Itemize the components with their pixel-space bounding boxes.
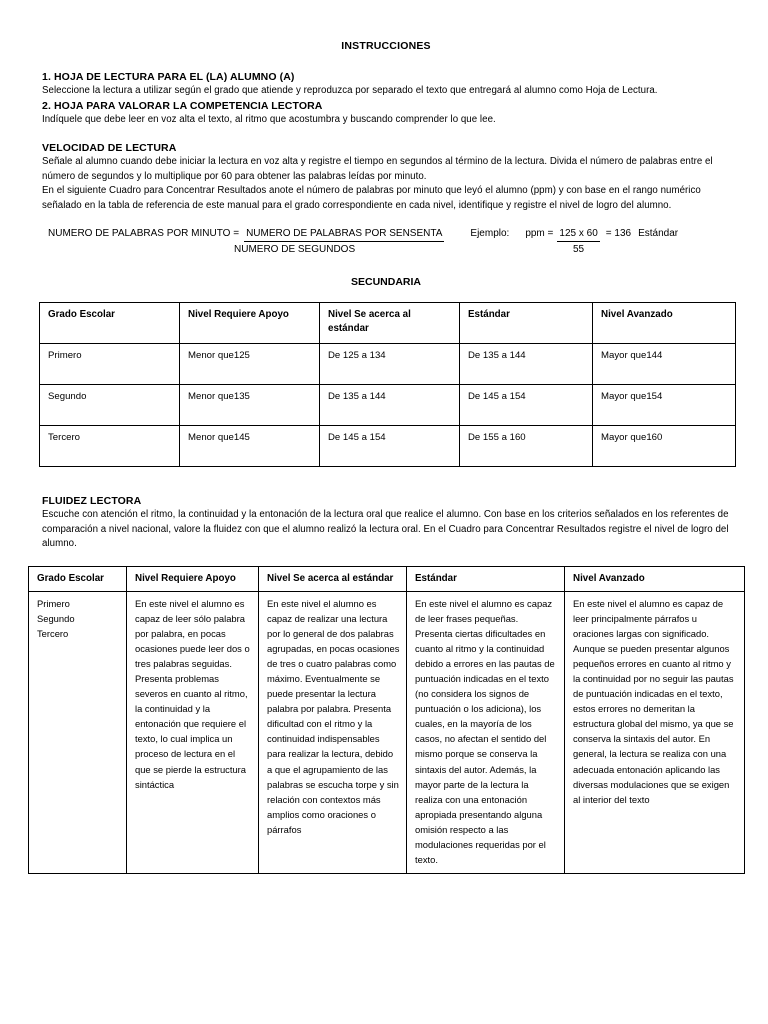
cell-requiere-apoyo: Menor que135 <box>180 385 320 426</box>
spacer <box>42 213 730 227</box>
cell-estandar: De 145 a 154 <box>460 385 593 426</box>
cell-avanzado: Mayor que154 <box>593 385 736 426</box>
formula-denominator: NUMERO DE SEGUNDOS <box>234 244 356 255</box>
section-heading-hoja-lectura <box>42 70 730 84</box>
cell-estandar: De 155 a 160 <box>460 426 593 467</box>
fluidez-criteria-table <box>28 566 745 875</box>
velocidad-paragraph-2: En el siguiente Cuadro para Concentrar Resultados anote el número de palabras por minuto que leyó el alumno (ppm) y con base en el rango numérico señalado en la tabla de referencia de este manual para el grado correspondiente en cada nivel, identifique y registre el nivel de logro del alumno. <box>42 185 701 211</box>
formula-example-denominator: 55 <box>573 244 585 255</box>
cell-avanzado: Mayor que160 <box>593 426 736 467</box>
cell-estandar: En este nivel el alumno es capaz de leer frases pequeñas. Presenta ciertas dificultades en cuanto al ritmo y la continuidad debido a errores en las pautas de puntuación indicadas en el texto (no considera los signos de puntuación o los adiciona), los cuales, en la mayoría de los casos, no afectan el sentido del mismo porque se conserva la sintaxis del autor. Además, la mayor parte de la lectura la realiza con una entonación apropiada presentando alguna omisión respecto a las modulaciones requeridas por el texto. <box>407 591 565 874</box>
cell-requiere-apoyo: Menor que125 <box>180 344 320 385</box>
section-heading-competencia-lectora <box>42 99 730 113</box>
cell-avanzado: Mayor que144 <box>593 344 736 385</box>
velocidad-reference-table <box>39 302 736 467</box>
section-heading-fluidez: FLUIDEZ LECTORA <box>42 495 142 507</box>
secundaria-heading: SECUNDARIA <box>350 276 421 288</box>
formula-example-equals: = 136 <box>605 228 632 239</box>
formula-line-top <box>48 227 730 242</box>
table-row <box>40 385 736 426</box>
spacer <box>42 487 730 494</box>
column-header-estandar: Estándar <box>407 566 565 591</box>
section-number-1: 1. <box>42 71 51 83</box>
cell-se-acerca: En este nivel el alumno es capaz de realizar una lectura por lo general de dos palabras agrupadas, en pocas ocasiones de tres o cuatro palabras como máximo. Eventualmente se puede presentar la lectura palabra por palabra. Presenta dificultad con el ritmo y la continuidad indispensables para realizar la lectura, debido a que el agrupamiento de las palabras se escucha torpe y sin relación con contextos más amplios como oraciones o párrafos <box>259 591 407 874</box>
column-header-avanzado: Nivel Avanzado <box>593 303 736 344</box>
grade-label: Segundo <box>37 612 75 624</box>
section-label-1: HOJA DE LECTURA PARA EL (LA) ALUMNO (A) <box>54 71 295 83</box>
table-header-row <box>29 566 745 591</box>
spacer <box>42 467 730 487</box>
table-header-row <box>40 303 736 344</box>
column-header-grado: Grado Escolar <box>29 566 127 591</box>
formula-left-label: NUMERO DE PALABRAS POR MINUTO = <box>48 228 240 239</box>
cell-grado: Tercero <box>40 426 180 467</box>
cell-grados <box>29 591 127 874</box>
grade-label: Tercero <box>37 627 69 639</box>
section-body-fluidez: Escuche con atención el ritmo, la continuidad y la entonación de la lectura oral que realice el alumno. Con base en los criterios señalados en los referentes de comparación a nivel nacional, valore la fluidez con que el alumno realizó la lectura oral. En el Cuadro para Concentrar Resultados registre el nivel de logro del alumno. <box>42 509 729 549</box>
cell-grado: Segundo <box>40 385 180 426</box>
section-label-2: HOJA PARA VALORAR LA COMPETENCIA LECTORA <box>54 99 323 112</box>
cell-avanzado: En este nivel el alumno es capaz de leer principalmente párrafos u oraciones largas con significado. Aunque se pueden presentar algunos pequeños errores en cuanto al ritmo y la continuidad por no seguir las pautas de puntuación indicadas en el texto, estos errores no demeritan la estructura global del mismo, ya que se conserva la sintaxis del autor. En general, la lectura se realiza con una adecuada entonación aplicando las diversas modulaciones que se exigen al interior del texto <box>565 591 745 874</box>
formula-numerator: NUMERO DE PALABRAS POR SENSENTA <box>244 227 444 242</box>
column-header-requiere-apoyo: Nivel Requiere Apoyo <box>180 303 320 344</box>
formula-example-level: Estándar <box>638 228 679 239</box>
column-header-estandar: Estándar <box>460 303 593 344</box>
cell-requiere-apoyo: Menor que145 <box>180 426 320 467</box>
document-content <box>37 40 734 874</box>
section-heading-velocidad: VELOCIDAD DE LECTURA <box>42 142 177 154</box>
table-row <box>29 591 745 874</box>
cell-requiere-apoyo: En este nivel el alumno es capaz de leer sólo palabra por palabra, en pocas ocasiones puede leer dos o tres palabras seguidas. Presenta problemas severos en cuanto al ritmo, la continuidad y la entonación que requiere el texto, lo cual implica un proceso de lectura en el que se pierde la estructura sintáctica <box>127 591 259 874</box>
formula-example-numerator: 125 x 60 <box>557 227 599 242</box>
formula-line-bottom <box>48 242 730 256</box>
cell-grado: Primero <box>40 344 180 385</box>
cell-se-acerca: De 135 a 144 <box>320 385 460 426</box>
section-number-2: 2. <box>42 99 51 112</box>
spacer <box>42 256 730 276</box>
column-header-grado: Grado Escolar <box>40 303 180 344</box>
spacer <box>42 127 730 141</box>
page-title: INSTRUCCIONES <box>341 40 431 52</box>
cell-se-acerca: De 125 a 134 <box>320 344 460 385</box>
cell-se-acerca: De 145 a 154 <box>320 426 460 467</box>
table-row <box>40 426 736 467</box>
formula-example-label: Ejemplo: <box>470 228 510 239</box>
column-header-avanzado: Nivel Avanzado <box>565 566 745 591</box>
formula-block <box>42 227 730 256</box>
column-header-requiere-apoyo: Nivel Requiere Apoyo <box>127 566 259 591</box>
velocidad-paragraph-1: Señale al alumno cuando debe iniciar la lectura en voz alta y registre el tiempo en segundos al término de la lectura. Divida el número de palabras entre el número de segundos y lo multiplique por 60 para obtener las palabras leídas por minuto. <box>42 156 713 182</box>
table-row <box>40 344 736 385</box>
column-header-se-acerca: Nivel Se acerca al estándar <box>320 303 460 344</box>
spacer <box>42 552 730 566</box>
cell-estandar: De 135 a 144 <box>460 344 593 385</box>
section-body-hoja-lectura: Seleccione la lectura a utilizar según el grado que atiende y reproduzca por separado el texto que entregará al alumno como Hoja de Lectura. <box>42 85 658 96</box>
grade-label: Primero <box>37 597 70 609</box>
formula-example-variable: ppm = <box>525 228 554 239</box>
spacer <box>42 288 730 302</box>
column-header-se-acerca: Nivel Se acerca al estándar <box>259 566 407 591</box>
section-body-competencia-lectora: Indíquele que debe leer en voz alta el texto, al ritmo que acostumbra y buscando comprender lo que lee. <box>42 113 496 125</box>
